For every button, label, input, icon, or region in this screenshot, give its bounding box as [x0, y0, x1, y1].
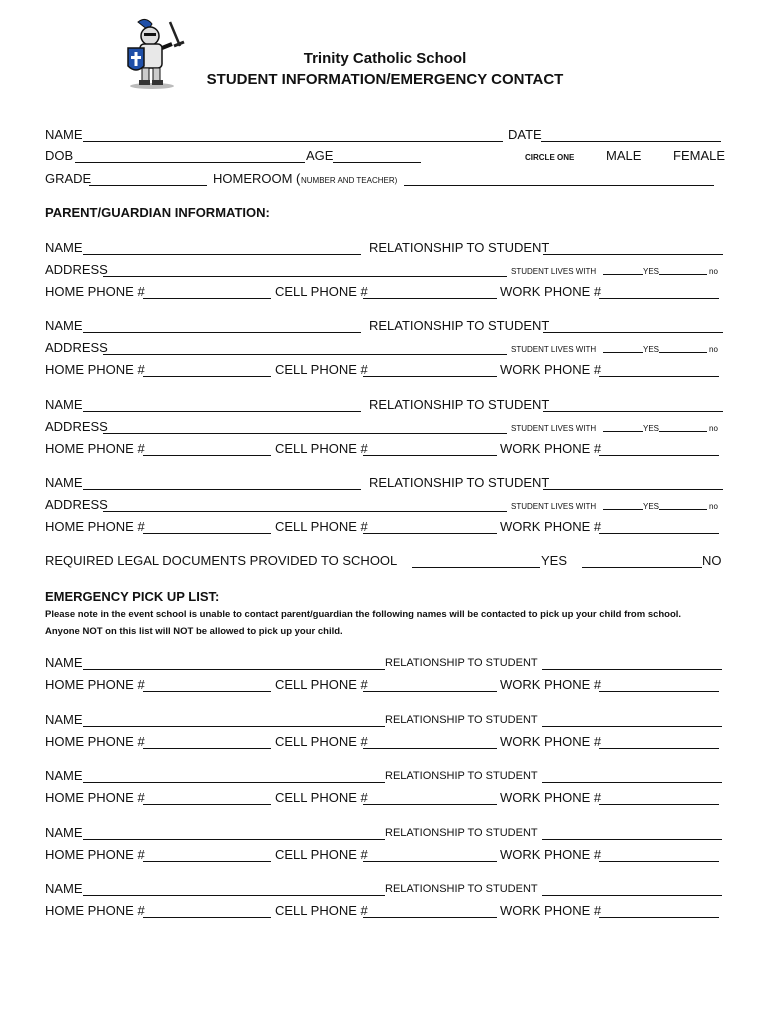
- lives-with-yes-field[interactable]: [603, 431, 643, 432]
- legal-docs-yes-label: YES: [541, 553, 568, 568]
- home-phone-field[interactable]: [143, 748, 271, 749]
- work-phone-label: WORK PHONE #: [500, 677, 602, 692]
- lives-with-no-label: no: [709, 424, 718, 433]
- lives-with-no-label: no: [709, 345, 718, 354]
- cell-phone-label: CELL PHONE #: [275, 847, 368, 862]
- guardian-name-field[interactable]: [83, 332, 361, 333]
- grade-field[interactable]: [89, 185, 207, 186]
- pickup-name-label: NAME: [45, 881, 83, 896]
- school-name: Trinity Catholic School: [303, 50, 467, 67]
- guardian-name-field[interactable]: [83, 411, 361, 412]
- lives-with-yes-label: YES: [643, 424, 660, 433]
- home-phone-label: HOME PHONE #: [45, 734, 145, 749]
- student-name-field[interactable]: [83, 141, 503, 142]
- cell-phone-field[interactable]: [363, 691, 497, 692]
- pickup-name-label: NAME: [45, 655, 83, 670]
- cell-phone-label: CELL PHONE #: [275, 734, 368, 749]
- legal-docs-label: REQUIRED LEGAL DOCUMENTS PROVIDED TO SCHOOL: [45, 553, 398, 568]
- cell-phone-label: CELL PHONE #: [275, 677, 368, 692]
- date-field[interactable]: [541, 141, 721, 142]
- guardian-name-label: NAME: [45, 318, 83, 333]
- pickup-name-label: NAME: [45, 768, 83, 783]
- work-phone-label: WORK PHONE #: [500, 284, 602, 299]
- cell-phone-label: CELL PHONE #: [275, 284, 368, 299]
- cell-phone-field[interactable]: [363, 748, 497, 749]
- relationship-label: RELATIONSHIP TO STUDENT: [369, 475, 550, 490]
- gender-male-option[interactable]: MALE: [606, 148, 642, 163]
- address-field[interactable]: [103, 354, 507, 355]
- address-field[interactable]: [103, 511, 507, 512]
- home-phone-label: HOME PHONE #: [45, 519, 145, 534]
- pickup-relationship-field[interactable]: [542, 782, 722, 783]
- pickup-relationship-field[interactable]: [542, 726, 722, 727]
- lives-with-label: STUDENT LIVES WITH: [511, 502, 597, 511]
- legal-docs-no-label: NO: [702, 553, 722, 568]
- pickup-name-label: NAME: [45, 712, 83, 727]
- pickup-relationship-field[interactable]: [542, 839, 722, 840]
- lives-with-yes-label: YES: [643, 502, 660, 511]
- relationship-label: RELATIONSHIP TO STUDENT: [369, 240, 550, 255]
- cell-phone-label: CELL PHONE #: [275, 903, 368, 918]
- home-phone-label: HOME PHONE #: [45, 441, 145, 456]
- legal-docs-yes-field[interactable]: [412, 567, 540, 568]
- cell-phone-field[interactable]: [363, 533, 497, 534]
- lives-with-yes-field[interactable]: [603, 274, 643, 275]
- home-phone-field[interactable]: [143, 861, 271, 862]
- relationship-field[interactable]: [543, 411, 723, 412]
- lives-with-yes-field[interactable]: [603, 352, 643, 353]
- lives-with-no-field[interactable]: [659, 352, 707, 353]
- cell-phone-field[interactable]: [363, 376, 497, 377]
- work-phone-label: WORK PHONE #: [500, 847, 602, 862]
- work-phone-label: WORK PHONE #: [500, 903, 602, 918]
- address-field[interactable]: [103, 433, 507, 434]
- guardian-name-field[interactable]: [83, 489, 361, 490]
- student-name-label: NAME: [45, 127, 83, 142]
- work-phone-field[interactable]: [599, 533, 719, 534]
- age-field[interactable]: [333, 162, 421, 163]
- pickup-relationship-field[interactable]: [542, 895, 722, 896]
- guardian-name-label: NAME: [45, 475, 83, 490]
- guardian-section-title: PARENT/GUARDIAN INFORMATION:: [45, 205, 270, 220]
- address-label: ADDRESS: [45, 262, 108, 277]
- lives-with-label: STUDENT LIVES WITH: [511, 345, 597, 354]
- home-phone-label: HOME PHONE #: [45, 284, 145, 299]
- pickup-relationship-label: RELATIONSHIP TO STUDENT: [385, 657, 538, 669]
- address-label: ADDRESS: [45, 340, 108, 355]
- legal-docs-no-field[interactable]: [582, 567, 702, 568]
- pickup-name-label: NAME: [45, 825, 83, 840]
- pickup-name-field[interactable]: [83, 895, 385, 896]
- work-phone-label: WORK PHONE #: [500, 519, 602, 534]
- home-phone-label: HOME PHONE #: [45, 903, 145, 918]
- work-phone-label: WORK PHONE #: [500, 362, 602, 377]
- work-phone-field[interactable]: [599, 748, 719, 749]
- relationship-field[interactable]: [543, 332, 723, 333]
- cell-phone-label: CELL PHONE #: [275, 790, 368, 805]
- pickup-relationship-label: RELATIONSHIP TO STUDENT: [385, 770, 538, 782]
- home-phone-field[interactable]: [143, 804, 271, 805]
- work-phone-label: WORK PHONE #: [500, 441, 602, 456]
- relationship-field[interactable]: [543, 489, 723, 490]
- cell-phone-field[interactable]: [363, 455, 497, 456]
- address-label: ADDRESS: [45, 419, 108, 434]
- home-phone-field[interactable]: [143, 455, 271, 456]
- relationship-field[interactable]: [543, 254, 723, 255]
- home-phone-field[interactable]: [143, 533, 271, 534]
- dob-label: DOB: [45, 148, 74, 163]
- pickup-relationship-label: RELATIONSHIP TO STUDENT: [385, 883, 538, 895]
- age-label: AGE: [306, 148, 334, 163]
- lives-with-label: STUDENT LIVES WITH: [511, 267, 597, 276]
- form-title: STUDENT INFORMATION/EMERGENCY CONTACT: [206, 71, 564, 88]
- cell-phone-label: CELL PHONE #: [275, 519, 368, 534]
- home-phone-label: HOME PHONE #: [45, 362, 145, 377]
- gender-female-option[interactable]: FEMALE: [673, 148, 726, 163]
- cell-phone-field[interactable]: [363, 861, 497, 862]
- work-phone-label: WORK PHONE #: [500, 790, 602, 805]
- work-phone-label: WORK PHONE #: [500, 734, 602, 749]
- home-phone-field[interactable]: [143, 376, 271, 377]
- grade-label: GRADE: [45, 171, 92, 186]
- work-phone-field[interactable]: [599, 298, 719, 299]
- work-phone-field[interactable]: [599, 917, 719, 918]
- home-phone-field[interactable]: [143, 298, 271, 299]
- homeroom-field[interactable]: [404, 185, 714, 186]
- lives-with-yes-field[interactable]: [603, 509, 643, 510]
- cell-phone-field[interactable]: [363, 804, 497, 805]
- lives-with-no-field[interactable]: [659, 274, 707, 275]
- pickup-name-field[interactable]: [83, 782, 385, 783]
- home-phone-field[interactable]: [143, 917, 271, 918]
- cell-phone-field[interactable]: [363, 917, 497, 918]
- homeroom-label: HOMEROOM (: [213, 171, 301, 186]
- cell-phone-field[interactable]: [363, 298, 497, 299]
- home-phone-label: HOME PHONE #: [45, 790, 145, 805]
- lives-with-no-field[interactable]: [659, 509, 707, 510]
- work-phone-field[interactable]: [599, 455, 719, 456]
- work-phone-field[interactable]: [599, 376, 719, 377]
- lives-with-label: STUDENT LIVES WITH: [511, 424, 597, 433]
- lives-with-no-field[interactable]: [659, 431, 707, 432]
- cell-phone-label: CELL PHONE #: [275, 441, 368, 456]
- lives-with-yes-label: YES: [643, 267, 660, 276]
- work-phone-field[interactable]: [599, 861, 719, 862]
- guardian-name-label: NAME: [45, 240, 83, 255]
- home-phone-label: HOME PHONE #: [45, 847, 145, 862]
- lives-with-no-label: no: [709, 267, 718, 276]
- circle-one-label: CIRCLE ONE: [525, 153, 575, 162]
- home-phone-label: HOME PHONE #: [45, 677, 145, 692]
- pickup-section-title: EMERGENCY PICK UP LIST:: [45, 589, 220, 604]
- pickup-relationship-label: RELATIONSHIP TO STUDENT: [385, 827, 538, 839]
- guardian-name-field[interactable]: [83, 254, 361, 255]
- lives-with-yes-label: YES: [643, 345, 660, 354]
- pickup-note-2: Anyone NOT on this list will NOT be allowed to pick up your child.: [45, 626, 343, 637]
- relationship-label: RELATIONSHIP TO STUDENT: [369, 397, 550, 412]
- pickup-note-1: Please note in the event school is unable to contact parent/guardian the following names will be contacted to pick up your child from school.: [45, 609, 682, 620]
- dob-field[interactable]: [75, 162, 305, 163]
- lives-with-no-label: no: [709, 502, 718, 511]
- homeroom-note: NUMBER AND TEACHER): [301, 176, 398, 185]
- pickup-name-field[interactable]: [83, 669, 385, 670]
- pickup-relationship-field[interactable]: [542, 669, 722, 670]
- guardian-name-label: NAME: [45, 397, 83, 412]
- address-label: ADDRESS: [45, 497, 108, 512]
- relationship-label: RELATIONSHIP TO STUDENT: [369, 318, 550, 333]
- address-field[interactable]: [103, 276, 507, 277]
- pickup-name-field[interactable]: [83, 839, 385, 840]
- date-label: DATE: [508, 127, 542, 142]
- work-phone-field[interactable]: [599, 691, 719, 692]
- pickup-name-field[interactable]: [83, 726, 385, 727]
- cell-phone-label: CELL PHONE #: [275, 362, 368, 377]
- work-phone-field[interactable]: [599, 804, 719, 805]
- home-phone-field[interactable]: [143, 691, 271, 692]
- pickup-relationship-label: RELATIONSHIP TO STUDENT: [385, 714, 538, 726]
